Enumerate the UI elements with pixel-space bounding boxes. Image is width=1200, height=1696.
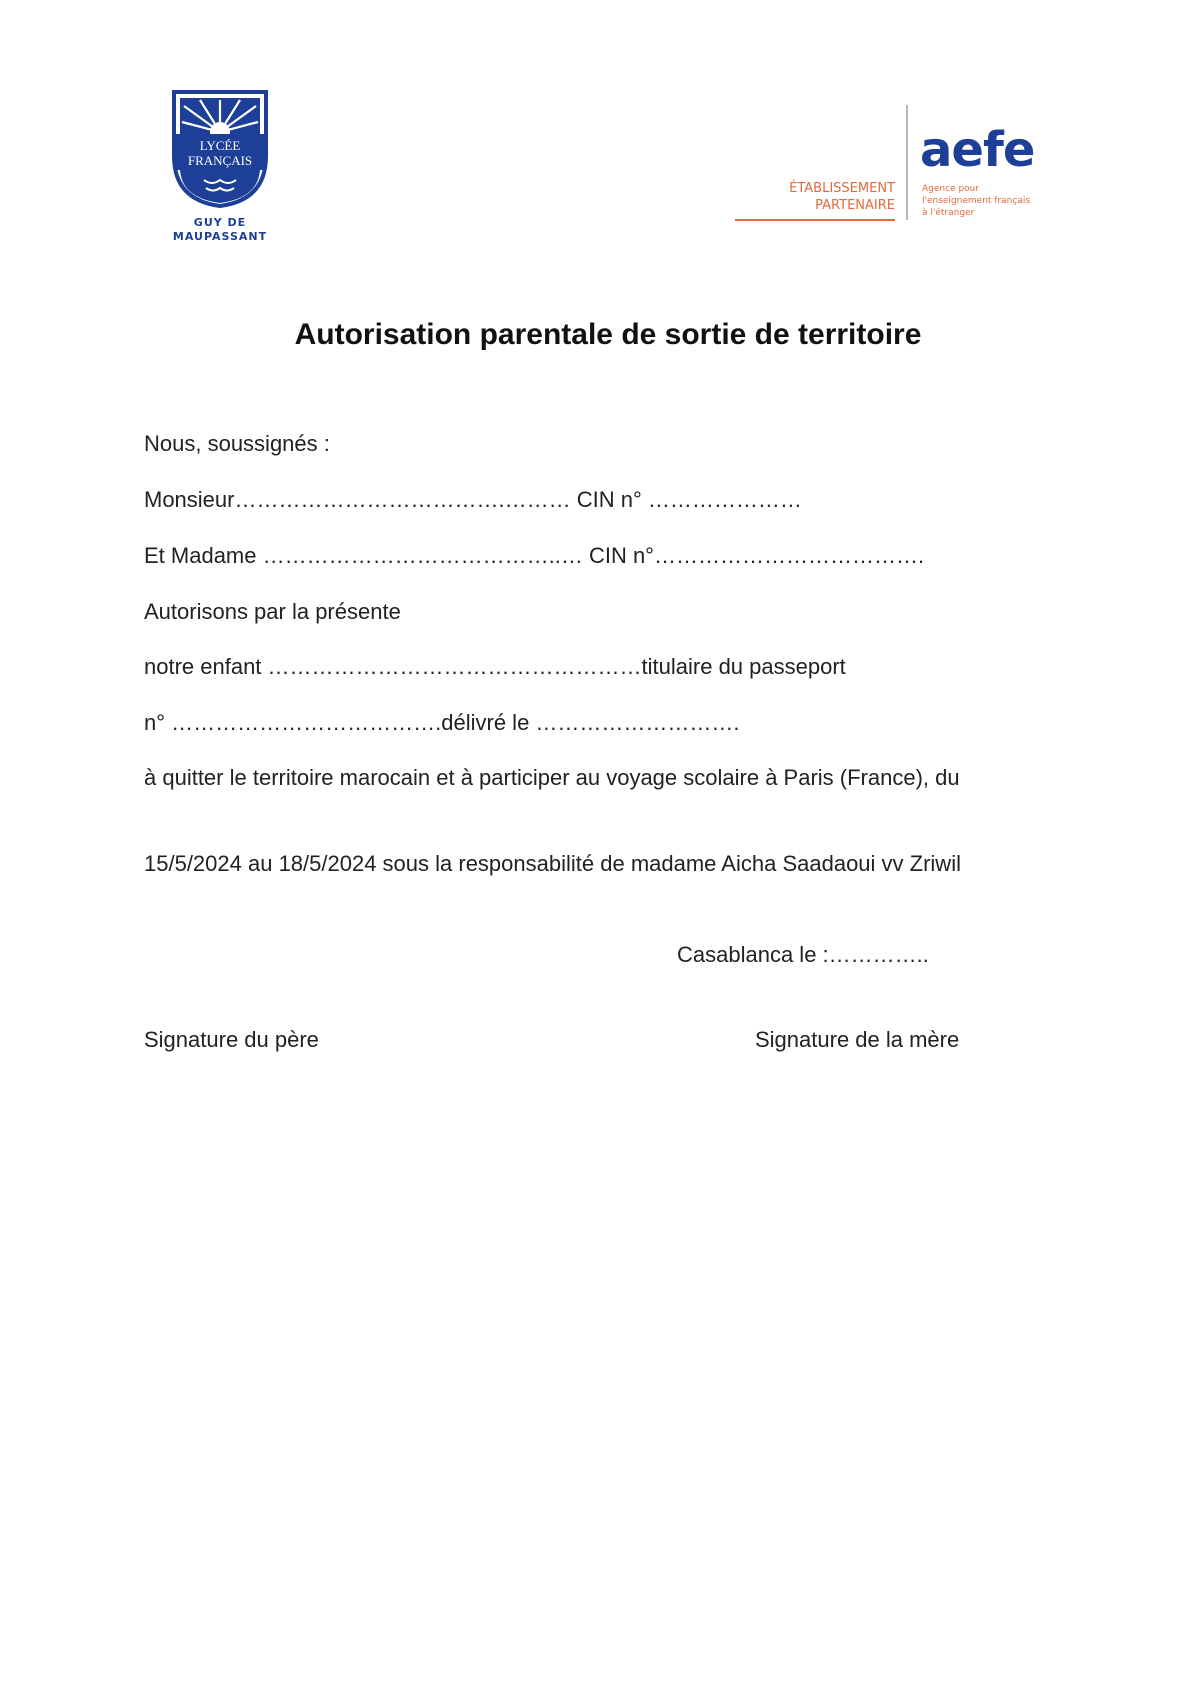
line-monsieur-field: Monsieur……………………………….……… CIN n° ………………… bbox=[144, 487, 802, 512]
partner-underline bbox=[735, 219, 895, 221]
line-dates-responsable: 15/5/2024 au 18/5/2024 sous la responsabilité de madame Aicha Saadaoui vv Zriwil bbox=[144, 851, 961, 876]
school-logo bbox=[170, 88, 270, 248]
logo-divider bbox=[906, 105, 908, 220]
crest-text-line2: FRANÇAIS bbox=[187, 153, 253, 168]
aefe-agency-line2: l'enseignement français bbox=[922, 196, 1031, 206]
partner-label-line1: ÉTABLISSEMENT bbox=[789, 181, 895, 196]
aefe-agency-line1: Agence pour bbox=[922, 184, 980, 194]
lycee-francais-crest-icon bbox=[170, 88, 270, 210]
line-nous-soussignes: Nous, soussignés : bbox=[144, 431, 330, 456]
crest-text-line1: LYCÉE bbox=[199, 138, 241, 153]
signature-mother-label: Signature de la mère bbox=[755, 1027, 960, 1052]
school-name-line1: GUY DE bbox=[193, 216, 247, 229]
school-name-line2: MAUPASSANT bbox=[172, 230, 268, 243]
partner-label-line2: PARTENAIRE bbox=[815, 198, 895, 213]
line-casablanca-date: Casablanca le :………….. bbox=[677, 942, 929, 967]
line-enfant-field: notre enfant ……………………………………………titulaire du passeport bbox=[144, 654, 846, 679]
aefe-agency-line3: à l'étranger bbox=[922, 208, 975, 218]
line-madame-field: Et Madame …………………………………..… CIN n°………………………………. bbox=[144, 543, 925, 568]
signature-father-label: Signature du père bbox=[144, 1027, 319, 1052]
aefe-logo bbox=[735, 105, 1045, 230]
line-quitter-territoire: à quitter le territoire marocain et à participer au voyage scolaire à Paris (France), du bbox=[144, 765, 960, 790]
line-autorisons: Autorisons par la présente bbox=[144, 599, 401, 624]
aefe-wordmark: aefe bbox=[920, 122, 1035, 178]
document-title: Autorisation parentale de sortie de territoire bbox=[294, 318, 922, 351]
line-passport-number-field: n° ……………………………….délivré le ………………………. bbox=[144, 710, 740, 735]
